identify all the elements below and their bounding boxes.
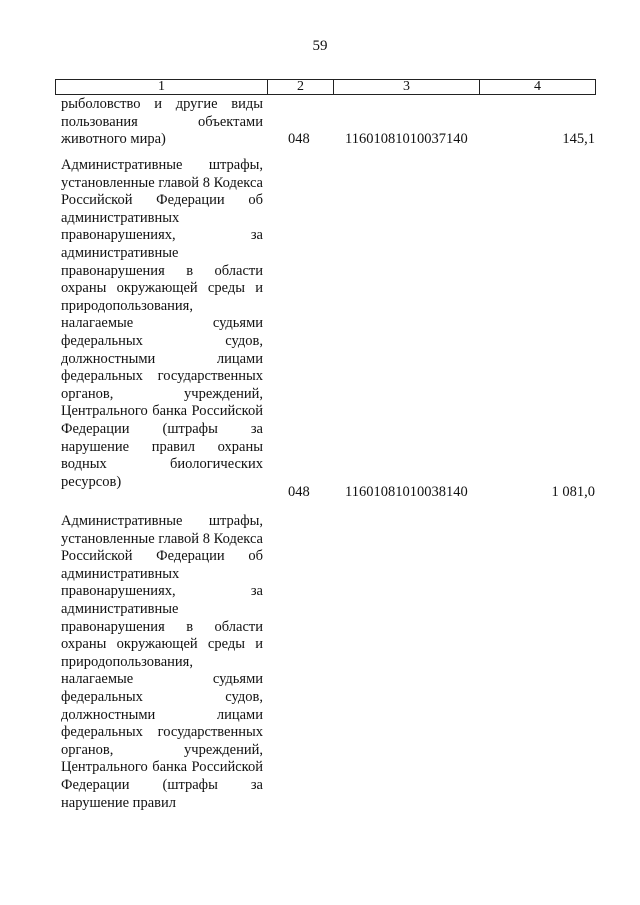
row-description: Административные штрафы, установленные главой 8 Кодекса Российской Федерации об административных правонарушениях, за административные правонарушения в области охраны окружающей среды и природопользования, налагаемые судьями федеральных судов, должностными лицами федеральных государственных органов, учреждений, Центрального банка Российской Федерации (штрафы за нарушение правил <box>61 513 263 811</box>
row-description: рыболовство и другие виды пользования объектами животного мира) <box>61 96 263 148</box>
header-col-3: 3 <box>334 80 480 94</box>
row-admin-code: 048 <box>288 131 310 147</box>
row-amount: 145,1 <box>562 131 595 147</box>
row-kbk: 11601081010037140 <box>345 131 468 147</box>
row-description: Административные штрафы, установленные главой 8 Кодекса Российской Федерации об административных правонарушениях, за административные правонарушения в области охраны окружающей среды и природопользования, налагаемые судьями федеральных судов, должностными лицами федеральных государственных органов, учреждений, Центрального банка Российской Федерации (штрафы за нарушение правил охраны водных биологических ресурсов) <box>61 157 263 490</box>
row-amount: 1 081,0 <box>551 484 595 500</box>
page-number: 59 <box>312 38 328 54</box>
row-kbk: 11601081010038140 <box>345 484 468 500</box>
header-col-4: 4 <box>534 79 541 94</box>
row-admin-code: 048 <box>288 484 310 500</box>
table-header <box>55 79 596 95</box>
header-col-1: 1 <box>56 80 268 94</box>
header-col-2: 2 <box>268 80 334 94</box>
